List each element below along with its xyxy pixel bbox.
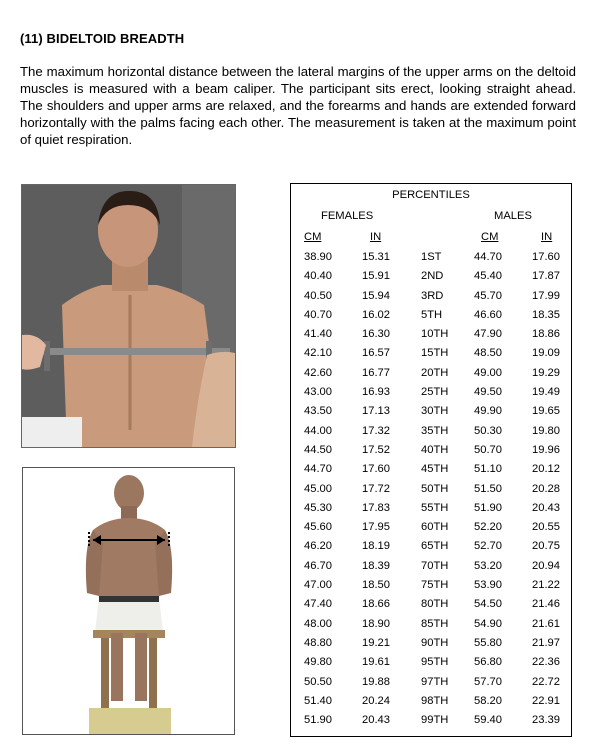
male-in-cell: 19.49 (532, 386, 560, 399)
male-cm-cell: 47.90 (474, 328, 502, 341)
percentile-cell: 85TH (421, 617, 449, 630)
female-cm-cell: 41.40 (304, 328, 332, 341)
percentile-cell: 35TH (421, 424, 449, 437)
percentile-cell: 97TH (421, 675, 449, 688)
percentile-cell: 45TH (421, 463, 449, 476)
female-cm-cell: 42.60 (304, 366, 332, 379)
female-in-cell: 16.02 (362, 308, 390, 321)
male-in-cell: 21.61 (532, 617, 560, 630)
percentile-table (290, 183, 572, 737)
female-in-cell: 19.88 (362, 675, 390, 688)
female-cm-cell: 40.70 (304, 308, 332, 321)
male-in-cell: 19.09 (532, 347, 560, 360)
male-in-cell: 17.87 (532, 270, 560, 283)
female-cm-cell: 44.50 (304, 443, 332, 456)
male-cm-cell: 45.40 (474, 270, 502, 283)
male-cm-cell: 48.50 (474, 347, 502, 360)
male-cm-cell: 59.40 (474, 714, 502, 727)
male-in-cell: 21.22 (532, 579, 560, 592)
percentile-rows (291, 249, 571, 731)
female-in-cell: 19.61 (362, 656, 390, 669)
female-cm-cell: 38.90 (304, 251, 332, 263)
male-cm-cell: 56.80 (474, 656, 502, 669)
male-in-cell: 19.65 (532, 405, 560, 418)
female-in-cell: 16.30 (362, 328, 390, 341)
female-cm-cell: 45.60 (304, 521, 332, 534)
male-cm-cell: 51.10 (474, 463, 502, 476)
table-row (291, 423, 571, 442)
table-row (291, 693, 571, 712)
bideltoid-diagram (22, 467, 235, 735)
percentile-cell: 30TH (421, 405, 449, 418)
percentile-cell: 2ND (421, 270, 444, 283)
female-cm-cell: 43.00 (304, 386, 332, 399)
table-row (291, 654, 571, 673)
table-row (291, 519, 571, 538)
female-in-cell: 20.24 (362, 694, 390, 707)
female-in-cell: 18.19 (362, 540, 390, 553)
female-in-cell: 16.77 (362, 366, 390, 379)
table-row (291, 616, 571, 635)
female-in-cell: 15.91 (362, 270, 390, 283)
table-row (291, 577, 571, 596)
female-in-cell: 20.43 (362, 714, 390, 727)
female-in-cell: 17.83 (362, 501, 390, 514)
male-cm-cell: 49.00 (474, 366, 502, 379)
table-row (291, 288, 571, 307)
male-in-cell: 17.99 (532, 289, 560, 302)
male-in-cell: 23.39 (532, 714, 560, 727)
females-header: FEMALES (321, 210, 374, 222)
table-row (291, 365, 571, 384)
table-row (291, 345, 571, 364)
male-cm-cell: 53.90 (474, 579, 502, 592)
table-row (291, 500, 571, 519)
male-in-cell: 21.46 (532, 598, 560, 611)
table-row (291, 249, 571, 268)
female-in-cell: 15.31 (362, 251, 390, 263)
female-in-cell: 17.60 (362, 463, 390, 476)
female-in-cell: 17.72 (362, 482, 390, 495)
male-cm-cell: 51.90 (474, 501, 502, 514)
males-header: MALES (494, 210, 532, 222)
female-in-cell: 17.95 (362, 521, 390, 534)
female-in-cell: 18.90 (362, 617, 390, 630)
male-cm-cell: 52.20 (474, 521, 502, 534)
female-cm-cell: 49.80 (304, 656, 332, 669)
male-cm-cell: 44.70 (474, 251, 502, 263)
table-row (291, 674, 571, 693)
male-cm-cell: 53.20 (474, 559, 502, 572)
male-in-cell: 17.60 (532, 251, 560, 263)
percentile-cell: 55TH (421, 501, 449, 514)
female-cm-cell: 48.80 (304, 636, 332, 649)
percentile-cell: 65TH (421, 540, 449, 553)
female-in-cell: 18.39 (362, 559, 390, 572)
table-row (291, 461, 571, 480)
percentile-cell: 5TH (421, 308, 443, 321)
measurement-description: The maximum horizontal distance between the lateral margins of the upper arms on the deltoid muscles is measured with a beam caliper. The participant sits erect, looking straight ahead. The shoulders and upper arms are relaxed, and the forearms and hands are extended forward horizontally with the palms facing each other. The measurement is taken at the maximum point of quiet respiration. (20, 64, 576, 147)
percentile-cell: 99TH (421, 714, 449, 727)
female-cm-cell: 40.40 (304, 270, 332, 283)
male-in-cell: 20.94 (532, 559, 560, 572)
percentile-cell: 90TH (421, 636, 449, 649)
table-row (291, 558, 571, 577)
male-cm-cell: 54.90 (474, 617, 502, 630)
female-in-cell: 16.57 (362, 347, 390, 360)
male-in-cell: 22.91 (532, 694, 560, 707)
percentile-cell: 3RD (421, 289, 444, 302)
table-row (291, 384, 571, 403)
percentile-cell: 60TH (421, 521, 449, 534)
percentile-cell: 25TH (421, 386, 449, 399)
male-in-cell: 18.35 (532, 308, 560, 321)
female-cm-cell: 42.10 (304, 347, 332, 360)
male-cm-header: CM (481, 231, 499, 243)
percentile-cell: 98TH (421, 694, 449, 707)
male-cm-cell: 50.70 (474, 443, 502, 456)
percentile-cell: 95TH (421, 656, 449, 669)
table-row (291, 307, 571, 326)
table-row (291, 268, 571, 287)
female-cm-cell: 44.70 (304, 463, 332, 476)
table-row (291, 442, 571, 461)
male-in-cell: 22.72 (532, 675, 560, 688)
male-in-cell: 20.43 (532, 501, 560, 514)
percentile-cell: 75TH (421, 579, 449, 592)
percentile-cell: 70TH (421, 559, 449, 572)
female-cm-cell: 51.40 (304, 694, 332, 707)
female-cm-cell: 46.20 (304, 540, 332, 553)
male-in-cell: 20.75 (532, 540, 560, 553)
male-cm-cell: 57.70 (474, 675, 502, 688)
male-cm-cell: 55.80 (474, 636, 502, 649)
female-cm-cell: 50.50 (304, 675, 332, 688)
table-row (291, 635, 571, 654)
female-cm-cell: 47.40 (304, 598, 332, 611)
percentile-cell: 20TH (421, 366, 449, 379)
male-in-header: IN (541, 231, 553, 243)
table-row (291, 403, 571, 422)
percentile-cell: 10TH (421, 328, 449, 341)
male-in-cell: 19.29 (532, 366, 560, 379)
male-in-cell: 20.12 (532, 463, 560, 476)
table-row (291, 326, 571, 345)
male-in-cell: 19.80 (532, 424, 560, 437)
male-cm-cell: 51.50 (474, 482, 502, 495)
male-in-cell: 22.36 (532, 656, 560, 669)
female-in-cell: 19.21 (362, 636, 390, 649)
male-in-cell: 20.55 (532, 521, 560, 534)
male-cm-cell: 50.30 (474, 424, 502, 437)
female-in-cell: 17.52 (362, 443, 390, 456)
female-cm-cell: 47.00 (304, 579, 332, 592)
male-in-cell: 20.28 (532, 482, 560, 495)
table-row (291, 538, 571, 557)
male-cm-cell: 45.70 (474, 289, 502, 302)
male-cm-cell: 58.20 (474, 694, 502, 707)
percentile-cell: 50TH (421, 482, 449, 495)
female-cm-cell: 44.00 (304, 424, 332, 437)
table-row (291, 712, 571, 731)
female-in-cell: 17.13 (362, 405, 390, 418)
table-row (291, 596, 571, 615)
female-in-header: IN (370, 231, 382, 243)
male-in-cell: 18.86 (532, 328, 560, 341)
male-cm-cell: 52.70 (474, 540, 502, 553)
male-cm-cell: 46.60 (474, 308, 502, 321)
female-cm-cell: 43.50 (304, 405, 332, 418)
female-cm-cell: 40.50 (304, 289, 332, 302)
percentile-cell: 80TH (421, 598, 449, 611)
female-cm-cell: 51.90 (304, 714, 332, 727)
percentile-cell: 1ST (421, 251, 442, 263)
female-cm-cell: 45.00 (304, 482, 332, 495)
male-in-cell: 19.96 (532, 443, 560, 456)
measurement-photo (21, 184, 236, 448)
percentile-cell: 40TH (421, 443, 449, 456)
percentiles-header: PERCENTILES (392, 189, 470, 201)
female-cm-header: CM (304, 231, 322, 243)
female-cm-cell: 46.70 (304, 559, 332, 572)
percentile-cell: 15TH (421, 347, 449, 360)
female-cm-cell: 48.00 (304, 617, 332, 630)
male-cm-cell: 49.90 (474, 405, 502, 418)
male-in-cell: 21.97 (532, 636, 560, 649)
page-title: (11) BIDELTOID BREADTH (20, 31, 185, 46)
female-in-cell: 18.50 (362, 579, 390, 592)
male-cm-cell: 49.50 (474, 386, 502, 399)
female-in-cell: 18.66 (362, 598, 390, 611)
female-in-cell: 16.93 (362, 386, 390, 399)
male-cm-cell: 54.50 (474, 598, 502, 611)
female-in-cell: 15.94 (362, 289, 390, 302)
female-in-cell: 17.32 (362, 424, 390, 437)
table-row (291, 481, 571, 500)
female-cm-cell: 45.30 (304, 501, 332, 514)
